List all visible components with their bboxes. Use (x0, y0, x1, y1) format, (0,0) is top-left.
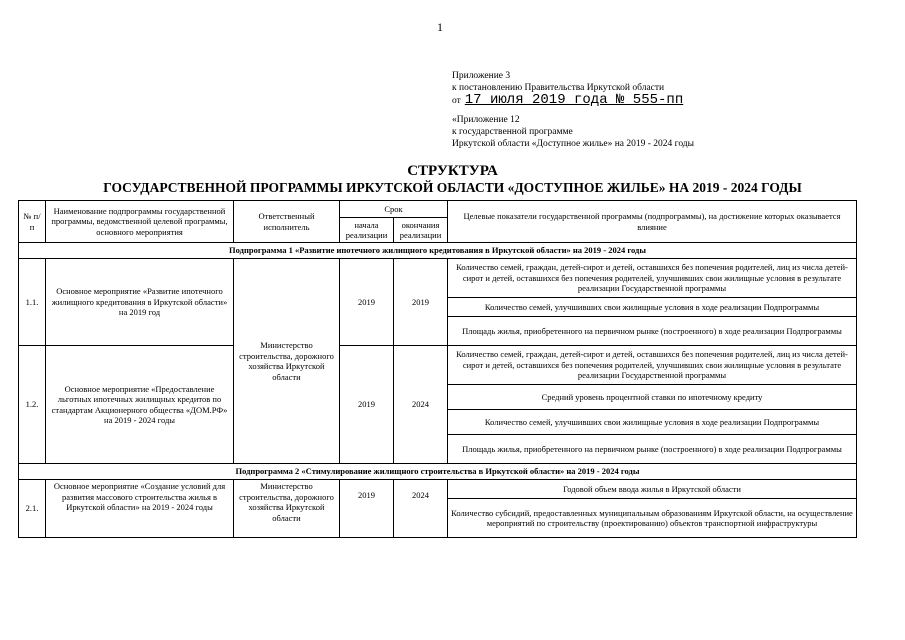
header-end: окончания реализации (394, 218, 448, 243)
row-1-2-indicator4: Площадь жилья, приобретенного на первичном рынке (построенного) в ходе реализации Подпрограммы (448, 435, 857, 464)
structure-table (18, 200, 857, 538)
document-subtitle: ГОСУДАРСТВЕННОЙ ПРОГРАММЫ ИРКУТСКОЙ ОБЛАСТИ «ДОСТУПНОЕ ЖИЛЬЕ» НА 2019 - 2024 ГОДЫ (103, 180, 802, 195)
header-num: № п/п (19, 201, 46, 243)
section2-title: Подпрограмма 2 «Стимулирование жилищного строительства в Иркутской области» на 2019 - 2024 годы (19, 464, 857, 480)
row-1-2-start: 2019 (340, 346, 394, 464)
row-1-2-end: 2024 (394, 346, 448, 464)
row-2-1-num: 2.1. (19, 480, 46, 538)
row-1-1-indicator2: Количество семей, улучшивших свои жилищные условия в ходе реализации Подпрограммы (448, 298, 857, 317)
appendix-line2: к постановлению Правительства Иркутской области (452, 83, 665, 93)
header-executor: Ответственный исполнитель (234, 201, 340, 243)
section1-title: Подпрограмма 1 «Развитие ипотечного жилищного кредитования в Иркутской области» на 2019 - 2024 годы (19, 243, 857, 259)
row-2-1-name: Основное мероприятие «Создание условий для развития массового строительства жилья в Иркутской области» на 2019 - 2024 годы (46, 480, 234, 538)
row-1-2-num: 1.2. (19, 346, 46, 464)
row-1-2-name: Основное мероприятие «Предоставление льготных ипотечных жилищных кредитов по стандартам Акционерного общества «ДОМ.РФ» на 2019 - 2024 годы (46, 346, 234, 464)
row-2-1-indicator1: Годовой объем ввода жилья в Иркутской области (448, 480, 857, 499)
row-1-1-indicator1: Количество семей, граждан, детей-сирот и детей, оставшихся без попечения родителей, лиц из числа детей-сирот и детей, оставшихся без попечения родителей, улучшивших свои жилищные условия в результате реализации Государственной программы (448, 259, 857, 298)
header-start: начала реализации (340, 218, 394, 243)
appendix-header (452, 70, 683, 107)
section-row (19, 243, 857, 259)
table-row (19, 259, 857, 298)
row-1-2-indicator2: Средний уровень процентной ставки по ипотечному кредиту (448, 385, 857, 410)
row-2-1-end: 2024 (394, 480, 448, 538)
section-row (19, 464, 857, 480)
document-title: СТРУКТУРА (407, 163, 498, 179)
program-appendix-line2: к государственной программе (452, 127, 573, 137)
table-header-row (19, 201, 857, 218)
program-appendix-line1: «Приложение 12 (452, 115, 520, 125)
page-number: 1 (437, 20, 443, 34)
header-term: Срок (340, 201, 448, 218)
row-1-1-indicator3: Площадь жилья, приобретенного на первичном рынке (построенного) в ходе реализации Подпрограммы (448, 317, 857, 346)
program-appendix-header (452, 114, 694, 150)
header-name: Наименование подпрограммы государственной программы, ведомственной целевой программы, основного мероприятия (46, 201, 234, 243)
row-1-1-name: Основное мероприятие «Развитие ипотечного жилищного кредитования в Иркутской области» на 2019 год (46, 259, 234, 346)
row-2-1-start: 2019 (340, 480, 394, 538)
header-indicators: Целевые показатели государственной программы (подпрограммы), на достижение которых оказывается влияние (448, 201, 857, 243)
appendix-date-handwritten: 17 июля 2019 года № 555-пп (464, 92, 684, 108)
appendix-line3 (452, 94, 683, 107)
appendix-line1: Приложение 3 (452, 71, 511, 81)
row-1-2-indicator3: Количество семей, улучшивших свои жилищные условия в ходе реализации Подпрограммы (448, 410, 857, 435)
row-1-1-start: 2019 (340, 259, 394, 346)
appendix-date-prefix: от (452, 96, 461, 106)
row-1-1-end: 2019 (394, 259, 448, 346)
table-row (19, 480, 857, 499)
row-2-1-indicator2: Количество субсидий, предоставленных муниципальным образованиям Иркутской области, на осуществление мероприятий по строительству (проектированию) объектов транспортной инфраструктуры (448, 499, 857, 538)
table-row (19, 346, 857, 385)
row-1-1-num: 1.1. (19, 259, 46, 346)
program-appendix-line3: Иркутской области «Доступное жилье» на 2019 - 2024 годы (452, 139, 695, 149)
row-2-1-executor: Министерство строительства, дорожного хозяйства Иркутской области (234, 480, 340, 538)
executor-subprogram1: Министерство строительства, дорожного хозяйства Иркутской области (234, 259, 340, 464)
row-1-2-indicator1: Количество семей, граждан, детей-сирот и детей, оставшихся без попечения родителей, лиц из числа детей-сирот и детей, оставшихся без попечения родителей, улучшивших свои жилищные условия в результате реализации Государственной программы (448, 346, 857, 385)
